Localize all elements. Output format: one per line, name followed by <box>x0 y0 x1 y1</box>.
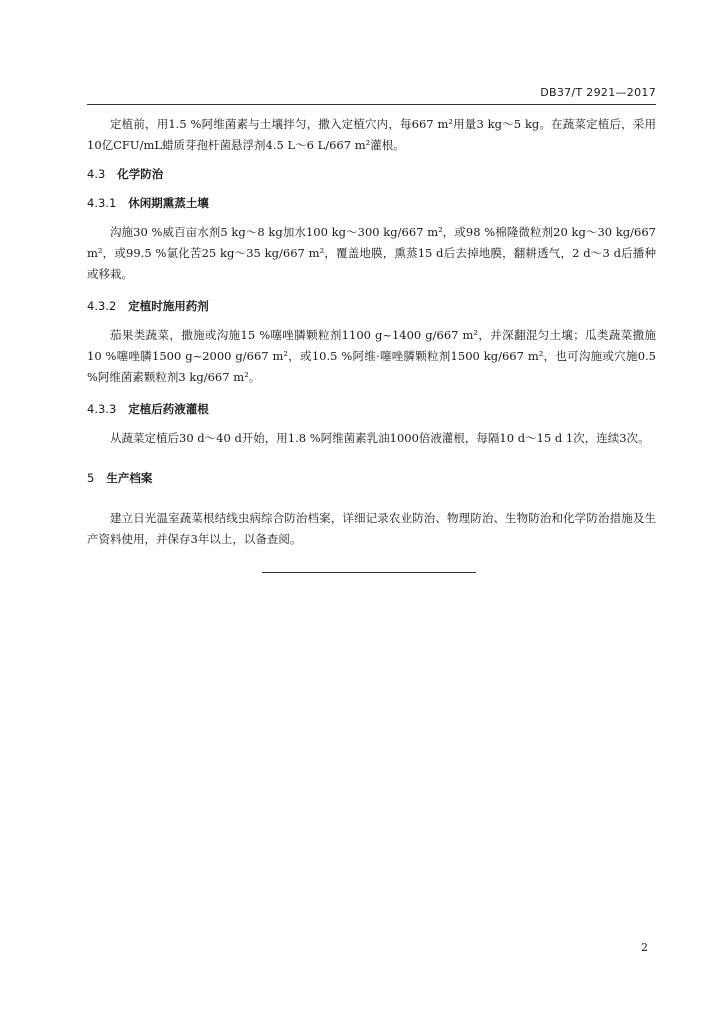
header-rule <box>87 104 656 105</box>
document-body <box>87 114 656 550</box>
page-number: 2 <box>641 941 648 954</box>
paragraph-fumigation: 沟施30 %威百亩水剂5 kg～8 kg加水100 kg～300 kg/667 m²，或98 %棉隆微粒剂20 kg～30 kg/667 m²，或99.5 %氯化苦25 kg～35 kg/667 m²，覆盖地膜，熏蒸15 d后去掉地膜，翻耕透气，2 d～3 d后播种或移栽。 <box>87 225 656 281</box>
heading-4-3-2: 4.3.2 定植时施用药剂 <box>87 299 209 313</box>
heading-4-3-1: 4.3.1 休闲期熏蒸土壤 <box>87 196 209 210</box>
end-rule <box>262 572 476 573</box>
paragraph-planting-pesticide: 茄果类蔬菜，撒施或沟施15 %噻唑膦颗粒剂1100 g~1400 g/667 m²，并深翻混匀土壤；瓜类蔬菜撒施10 %噻唑膦1500 g~2000 g/667 m²，或10.5 %阿维·噻唑膦颗粒剂1500 kg/667 m²，也可沟施或穴施0.5 %阿维菌素颗粒剂3 kg/667 m²。 <box>87 328 656 384</box>
heading-4-3-3: 4.3.3 定植后药液灌根 <box>87 402 209 416</box>
paragraph-root-irrigation: 从蔬菜定植后30 d～40 d开始，用1.8 %阿维菌素乳油1000倍液灌根，每隔10 d～15 d 1次，连续3次。 <box>110 431 650 445</box>
paragraph-records: 建立日光温室蔬菜根结线虫病综合防治档案，详细记录农业防治、物理防治、生物防治和化学防治措施及生产资料使用，并保存3年以上，以备查阅。 <box>87 511 656 546</box>
heading-4-3: 4.3 化学防治 <box>87 167 164 181</box>
standard-code: DB37/T 2921—2017 <box>540 86 656 99</box>
heading-5: 5 生产档案 <box>87 471 153 485</box>
paragraph-pre-planting: 定植前，用1.5 %阿维菌素与土壤拌匀，撒入定植穴内，每667 m²用量3 kg～5 kg。在蔬菜定植后，采用10亿CFU/mL蜡质芽孢杆菌悬浮剂4.5 L～6 L/667 m²灌根。 <box>87 117 656 152</box>
